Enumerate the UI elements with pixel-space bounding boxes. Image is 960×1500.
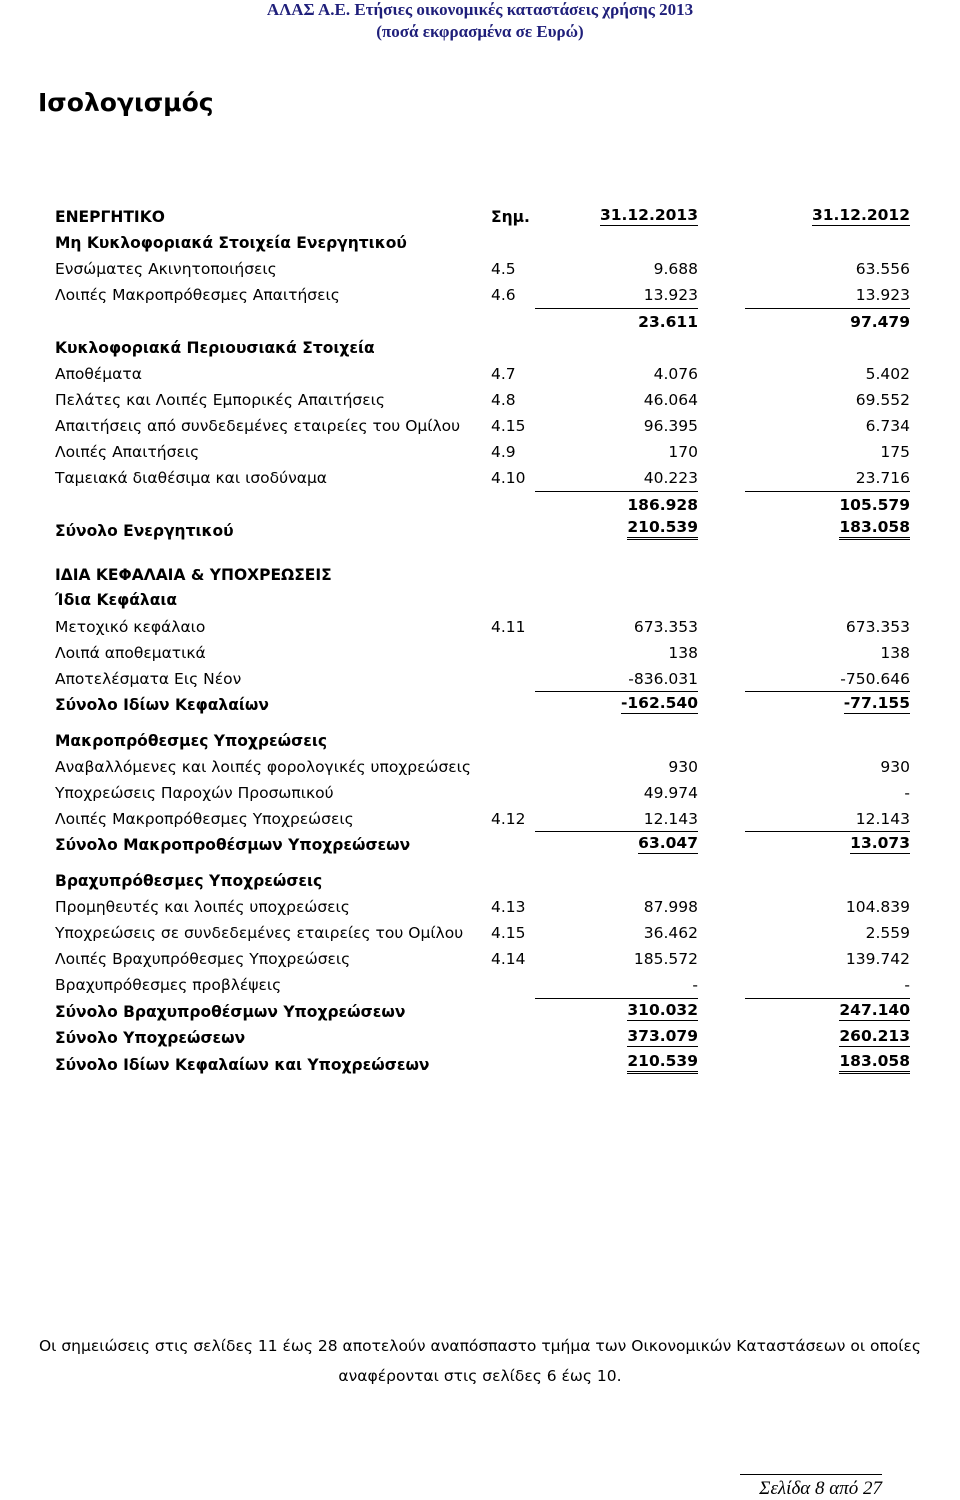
row-value-2012: 13.073 — [850, 834, 910, 852]
row-value-2013: 63.047 — [638, 834, 698, 852]
table-row — [55, 228, 910, 254]
row-note: 4.15 — [491, 417, 526, 435]
row-label: Σύνολο Ιδίων Κεφαλαίων και Υποχρεώσεων — [55, 1056, 430, 1074]
row-note: 4.8 — [491, 391, 516, 409]
row-value-2013: 310.032 — [627, 1001, 698, 1019]
row-value-2012: 183.058 — [839, 1052, 910, 1074]
table-row — [55, 560, 910, 586]
table-row — [55, 516, 910, 542]
table-row — [55, 463, 910, 489]
row-value-2012: 104.839 — [845, 898, 910, 916]
subtotal-rule — [745, 691, 910, 692]
row-label: Λοιπές Μακροπρόθεσμες Απαιτήσεις — [55, 286, 340, 304]
table-row — [55, 280, 910, 306]
row-value-2013: 13.923 — [643, 286, 698, 304]
row-label: Μακροπρόθεσμες Υποχρεώσεις — [55, 732, 328, 750]
subtotal-rule — [745, 998, 910, 999]
row-value-2013: 96.395 — [643, 417, 698, 435]
row-note: 4.10 — [491, 469, 526, 487]
row-label: Σύνολο Ενεργητικού — [55, 522, 234, 540]
table-row — [55, 490, 910, 516]
row-note: 4.7 — [491, 365, 516, 383]
row-label: Σύνολο Ιδίων Κεφαλαίων — [55, 696, 269, 714]
row-value-2012: -77.155 — [843, 694, 910, 712]
table-row — [55, 778, 910, 804]
table-row — [55, 752, 910, 778]
row-value-2012: - — [904, 784, 910, 802]
column-header-label: ΕΝΕΡΓΗΤΙΚΟ — [55, 208, 165, 226]
row-value-2012: 12.143 — [855, 810, 910, 828]
row-note: 4.9 — [491, 443, 516, 461]
row-value-2013: 673.353 — [633, 618, 698, 636]
footnote-line-1: Οι σημειώσεις στις σελίδες 11 έως 28 αποτελούν αναπόσπαστο τμήμα των Οικονομικών Καταστάσεων οι οποίες — [38, 1337, 922, 1355]
table-row — [55, 612, 910, 638]
table-row — [55, 333, 910, 359]
table-row — [55, 690, 910, 716]
table-row — [55, 638, 910, 664]
table-row — [55, 970, 910, 996]
table-row — [55, 664, 910, 690]
row-label: Βραχυπρόθεσμες Υποχρεώσεις — [55, 872, 323, 890]
row-label: Σύνολο Μακροπροθέσμων Υποχρεώσεων — [55, 836, 411, 854]
page-number: Σελίδα 8 από 27 — [759, 1478, 882, 1499]
row-value-2012: 13.923 — [855, 286, 910, 304]
row-value-2013: 87.998 — [643, 898, 698, 916]
row-value-2012: -750.646 — [840, 670, 910, 688]
row-value-2013: 186.928 — [627, 496, 698, 514]
row-label: Λοιπές Απαιτήσεις — [55, 443, 200, 461]
row-value-2013: 40.223 — [643, 469, 698, 487]
row-label: Προμηθευτές και λοιπές υποχρεώσεις — [55, 898, 350, 916]
row-value-2012: 175 — [880, 443, 910, 461]
row-value-2012: 138 — [880, 644, 910, 662]
row-value-2013: -836.031 — [628, 670, 698, 688]
subtotal-rule — [535, 491, 698, 492]
row-label: Αναβαλλόμενες και λοιπές φορολογικές υποχρεώσεις — [55, 758, 471, 776]
page-footer-divider — [740, 1474, 882, 1475]
row-label: Λοιπές Βραχυπρόθεσμες Υποχρεώσεις — [55, 950, 351, 968]
column-header-2013: 31.12.2013 — [599, 206, 698, 224]
table-row — [55, 892, 910, 918]
row-value-2012: 2.559 — [865, 924, 910, 942]
row-value-2013: 138 — [668, 644, 698, 662]
row-value-2013: - — [692, 976, 698, 994]
row-value-2013: 210.539 — [627, 1052, 698, 1074]
table-row — [55, 830, 910, 856]
row-value-2012: 183.058 — [839, 518, 910, 540]
document-header-subtitle: (ποσά εκφρασμένα σε Ευρώ) — [376, 22, 584, 41]
row-label: Σύνολο Υποχρεώσεων — [55, 1029, 246, 1047]
table-row — [55, 804, 910, 830]
column-header-2012: 31.12.2012 — [811, 206, 910, 224]
row-value-2012: 69.552 — [855, 391, 910, 409]
row-label: Ενσώματες Ακινητοποιήσεις — [55, 260, 277, 278]
row-value-2012: 930 — [880, 758, 910, 776]
row-label: Βραχυπρόθεσμες προβλέψεις — [55, 976, 282, 994]
row-label: Αποτελέσματα Εις Νέον — [55, 670, 242, 688]
row-value-2012: 673.353 — [845, 618, 910, 636]
row-value-2013: 170 — [668, 443, 698, 461]
row-value-2012: 260.213 — [839, 1027, 910, 1045]
subtotal-rule — [535, 831, 698, 832]
row-label: Σύνολο Βραχυπροθέσμων Υποχρεώσεων — [55, 1003, 406, 1021]
row-value-2013: 46.064 — [643, 391, 698, 409]
row-label: Υποχρεώσεις σε συνδεδεμένες εταιρείες του Ομίλου — [55, 924, 464, 942]
row-label: Ταμειακά διαθέσιμα και ισοδύναμα — [55, 469, 328, 487]
row-value-2013: 185.572 — [633, 950, 698, 968]
table-row — [55, 585, 910, 611]
row-value-2013: 49.974 — [643, 784, 698, 802]
row-label: ΙΔΙΑ ΚΕΦΑΛΑΙΑ & ΥΠΟΧΡΕΩΣΕΙΣ — [55, 566, 332, 584]
row-label: Πελάτες και Λοιπές Εμπορικές Απαιτήσεις — [55, 391, 385, 409]
row-value-2013: 36.462 — [643, 924, 698, 942]
row-value-2013: 373.079 — [627, 1027, 698, 1045]
table-header-row — [55, 202, 910, 228]
row-value-2012: 63.556 — [855, 260, 910, 278]
row-value-2013: -162.540 — [620, 694, 698, 712]
table-row — [55, 726, 910, 752]
row-note: 4.5 — [491, 260, 516, 278]
row-value-2013: 23.611 — [638, 313, 698, 331]
row-note: 4.6 — [491, 286, 516, 304]
row-value-2013: 210.539 — [627, 518, 698, 540]
row-note: 4.13 — [491, 898, 526, 916]
footnote-line-2: αναφέρονται στις σελίδες 6 έως 10. — [338, 1367, 622, 1385]
row-value-2013: 4.076 — [653, 365, 698, 383]
row-value-2012: 6.734 — [865, 417, 910, 435]
table-row — [55, 411, 910, 437]
row-label: Λοιπές Μακροπρόθεσμες Υποχρεώσεις — [55, 810, 354, 828]
row-label: Λοιπά αποθεματικά — [55, 644, 206, 662]
table-row — [55, 1023, 910, 1049]
row-label: Κυκλοφοριακά Περιουσιακά Στοιχεία — [55, 339, 375, 357]
table-row — [55, 437, 910, 463]
row-note: 4.11 — [491, 618, 526, 636]
row-label: Αποθέματα — [55, 365, 142, 383]
subtotal-rule — [535, 691, 698, 692]
table-row — [55, 385, 910, 411]
row-note: 4.12 — [491, 810, 526, 828]
row-label: Μετοχικό κεφάλαιο — [55, 618, 206, 636]
table-row — [55, 866, 910, 892]
table-row — [55, 254, 910, 280]
row-value-2012: 105.579 — [839, 496, 910, 514]
row-label: Απαιτήσεις από συνδεδεμένες εταιρείες του Ομίλου — [55, 417, 461, 435]
table-row — [55, 1050, 910, 1076]
row-note: 4.14 — [491, 950, 526, 968]
subtotal-rule — [535, 308, 698, 309]
row-value-2012: 247.140 — [839, 1001, 910, 1019]
row-value-2013: 9.688 — [653, 260, 698, 278]
row-value-2012: 5.402 — [865, 365, 910, 383]
column-header-note: Σημ. — [491, 208, 530, 226]
table-row — [55, 944, 910, 970]
subtotal-rule — [745, 308, 910, 309]
row-label: Μη Κυκλοφοριακά Στοιχεία Ενεργητικού — [55, 234, 407, 252]
subtotal-rule — [745, 491, 910, 492]
page-title: Ισολογισμός — [38, 88, 214, 117]
subtotal-rule — [745, 831, 910, 832]
row-value-2013: 930 — [668, 758, 698, 776]
table-row — [55, 359, 910, 385]
row-label: Υποχρεώσεις Παροχών Προσωπικού — [55, 784, 334, 802]
table-row — [55, 997, 910, 1023]
table-row — [55, 918, 910, 944]
document-header-title: ΑΛΑΣ Α.Ε. Ετήσιες οικονομικές καταστάσεις χρήσης 2013 — [266, 0, 694, 19]
row-value-2012: 23.716 — [855, 469, 910, 487]
row-note: 4.15 — [491, 924, 526, 942]
subtotal-rule — [535, 998, 698, 999]
row-value-2012: 139.742 — [845, 950, 910, 968]
row-value-2012: 97.479 — [850, 313, 910, 331]
row-value-2013: 12.143 — [643, 810, 698, 828]
row-value-2012: - — [904, 976, 910, 994]
table-row — [55, 307, 910, 333]
row-label: Ίδια Κεφάλαια — [55, 591, 178, 609]
